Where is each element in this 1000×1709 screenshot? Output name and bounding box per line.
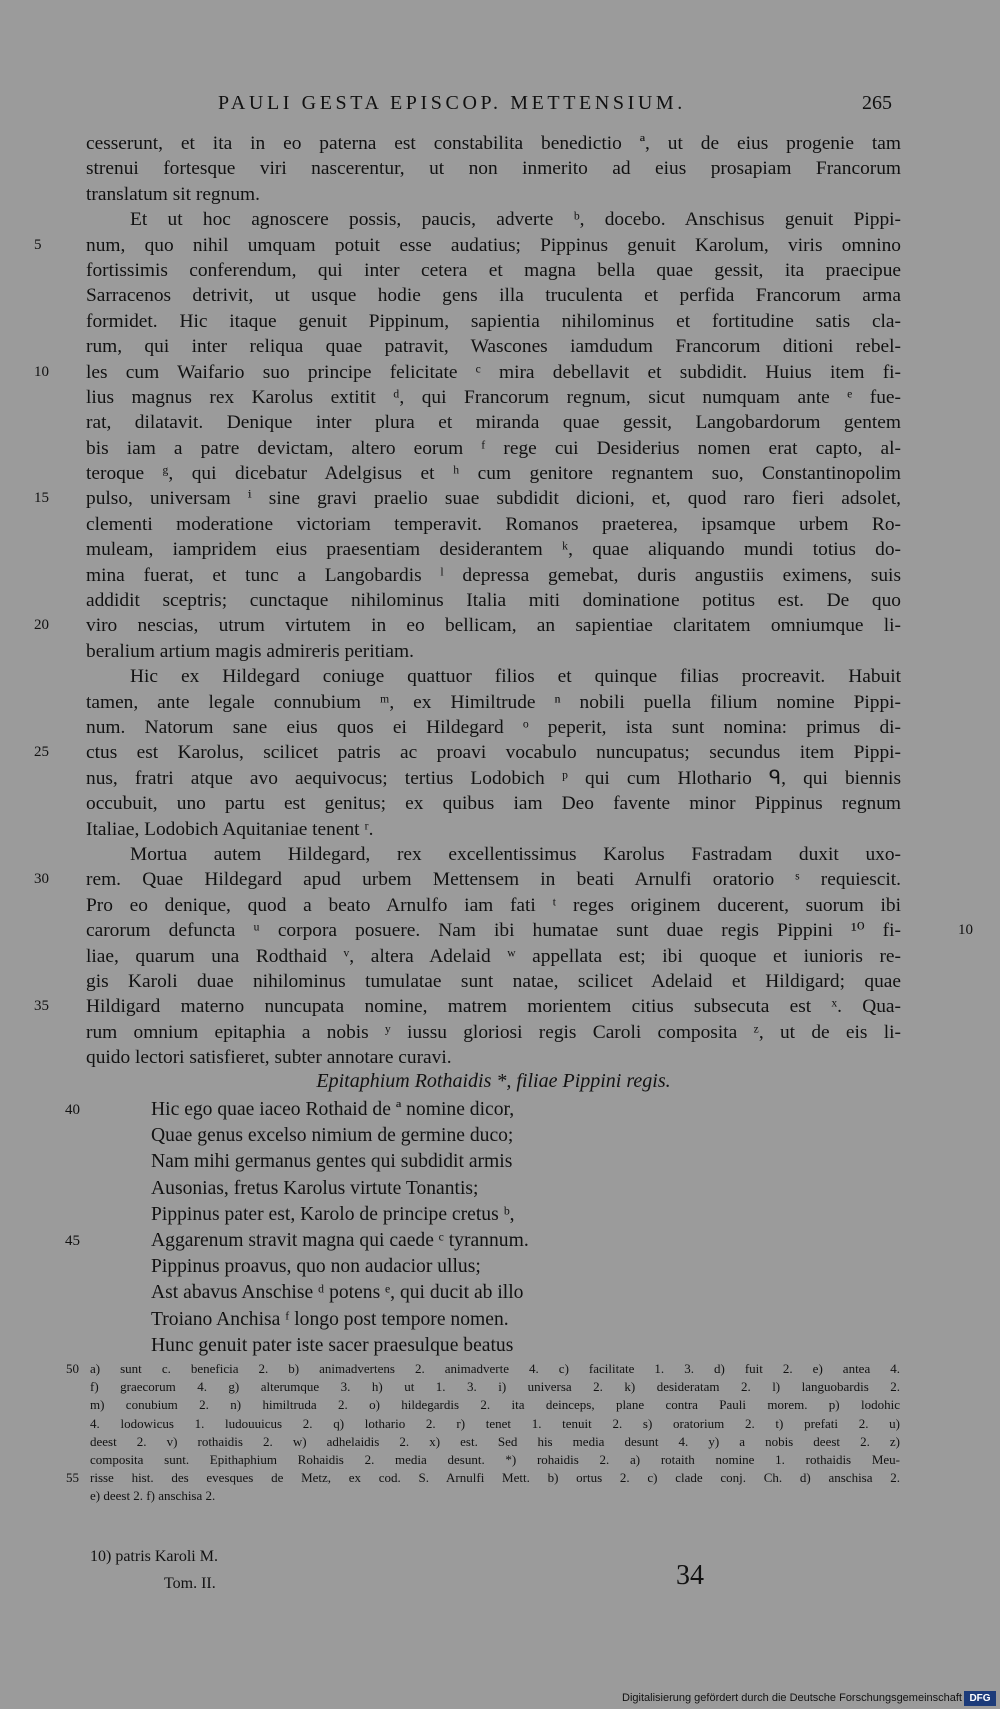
body-line-text: rem. Quae Hildegard apud urbem Mettensem in beati Arnulfi oratorio ˢ requiescit. [86, 869, 901, 891]
footnotes [66, 1360, 900, 1506]
poem-line [151, 1280, 801, 1306]
body-line-text: Sarracenos detrivit, ut usque hodie gens illa truculenta et perfida Francorum arma [86, 285, 901, 307]
body-line [34, 740, 901, 765]
body-line [86, 258, 901, 283]
body-line [86, 893, 901, 918]
footnote-line-text: composita sunt. Epithaphium Rohaidis 2. media desunt. *) rohaidis 2. a) rotaith nomine 1. rothaidis Meu- [90, 1451, 900, 1467]
poem-line-text: Pippinus pater est, Karolo de principe cretus ᵇ, [151, 1203, 515, 1225]
body-line [34, 994, 901, 1019]
body-line [86, 156, 901, 181]
poem-line-text: Hic ego quae iaceo Rothaid de ª nomine dicor, [151, 1099, 515, 1120]
body-line [86, 309, 901, 334]
body-line-text: rum, qui inter reliqua quae patravit, Wascones iamdudum Francorum ditioni rebel- [86, 336, 901, 358]
body-line-text: fortissimis conferendum, qui inter cetera et magna bella quae gessit, ita praecipue [86, 259, 901, 281]
body-line-text: tamen, ante legale connubium ᵐ, ex Himiltrude ⁿ nobili puella filium nomine Pippi- [86, 691, 901, 713]
body-line-text: rum omnium epitaphia a nobis ʸ iussu gloriosi regis Caroli composita ᶻ, ut de eis li- [86, 1021, 901, 1043]
body-line [34, 233, 901, 258]
running-title: PAULI GESTA EPISCOP. METTENSIUM. [218, 92, 686, 114]
body-line [86, 588, 901, 613]
body-line-text: strenui fortesque viri nascerentur, ut non inmerito ad eius prosapiam Francorum [86, 158, 901, 180]
body-line-text: mina fuerat, et tunc a Langobardis ˡ depressa gemebat, duris angustiis eximens, suis [86, 564, 901, 586]
body-line-text: Italiae, Lodobich Aquitaniae tenent ʳ. [86, 818, 374, 840]
poem-line-text: Pippinus proavus, quo non audacior ullus; [151, 1256, 481, 1278]
body-line [86, 131, 901, 156]
body-line [86, 918, 973, 943]
poem-line-text: Nam mihi germanus gentes qui subdidit armis [151, 1151, 513, 1173]
body-line [34, 613, 901, 638]
body-line [86, 639, 901, 664]
poem-line-text: Ast abavus Anschise ᵈ potens ᵉ, qui ducit ab illo [151, 1282, 524, 1304]
body-line-text: nus, fratri atque avo aequivocus; tertius Lodobich ᵖ qui cum Hlothario ᑫ, qui biennis [86, 767, 901, 789]
body-line-text: muleam, iampridem eius praesentiam desiderantem ᵏ, quae aliquando mundi totius do- [86, 539, 901, 561]
body-line-text: les cum Waifario suo principe felicitate ᶜ mira debellavit et subdidit. Huius item fi- [86, 361, 901, 383]
line-number: 35 [34, 998, 49, 1015]
body-line [86, 690, 901, 715]
body-line-text: carorum defuncta ᵘ corpora posuere. Nam ibi humatae sunt duae regis Pippini ¹⁰ fi- [86, 920, 901, 942]
footnote-line [90, 1433, 900, 1451]
footnote-line [90, 1487, 900, 1505]
body-line-text: num, quo nihil umquam potuit esse audatius; Pippinus genuit Karolum, viris omnino [86, 234, 901, 256]
footnote-line-text: a) sunt c. beneficia 2. b) animadvertens 2. animadverte 4. c) facilitate 1. 3. d) fuit 2. e) antea 4. [90, 1361, 900, 1376]
body-line-text: beralium artium magis admireris peritiam. [86, 640, 414, 662]
poem-line [151, 1123, 801, 1149]
line-number: 25 [34, 744, 49, 761]
body-line-text: pulso, universam ⁱ sine gravi praelio suae subdidit dicioni, et, quod raro fieri adsolet, [86, 488, 901, 510]
dfg-footer [0, 1690, 1000, 1709]
body-line-text: cesserunt, et ita in eo paterna est constabilita benedictio ª, ut de eius progenie tam [86, 133, 901, 154]
line-number: 50 [66, 1361, 79, 1376]
poem-line-text: Ausonias, fretus Karolus virtute Tonantis; [151, 1177, 479, 1199]
poem-line [151, 1307, 801, 1333]
poem [65, 1097, 801, 1359]
dfg-logo-icon: DFG [964, 1691, 996, 1706]
poem-line [151, 1176, 801, 1202]
body-line-text: quido lectori satisfieret, subter annotare curavi. [86, 1047, 452, 1069]
footnote-line [90, 1378, 900, 1396]
body-line-text: rat, dilatavit. Denique inter plura et miranda quae gessit, Langobardorum gentem [86, 412, 901, 434]
body-line [86, 842, 901, 867]
poem-line-text: Hunc genuit pater iste sacer praesulque beatus [151, 1334, 514, 1356]
poem-line [151, 1254, 801, 1280]
body-line [86, 1020, 901, 1045]
body-line [86, 334, 901, 359]
line-number: 20 [34, 617, 49, 634]
body-line-text: num. Natorum sane eius quos ei Hildegard ᵒ peperit, ista sunt nomina: primus di- [86, 716, 901, 738]
body-line-text: ctus est Karolus, scilicet patris ac proavi vocabulo nuncupatus; secundus item Pippi- [86, 742, 901, 764]
footnote-line-text: e) deest 2. f) anschisa 2. [90, 1488, 216, 1504]
body-line [86, 715, 901, 740]
line-number: 15 [34, 490, 49, 507]
body-line [86, 385, 901, 410]
poem-line-text: Aggarenum stravit magna qui caede ᶜ tyrannum. [151, 1229, 529, 1251]
body-line-text: bis iam a patre devictam, altero eorum ᶠ rege cui Desiderius nomen erat capto, al- [86, 437, 901, 459]
body-line-text: occubuit, uno partu est genitus; ex quibus iam Deo favente minor Pippinus regnum [86, 793, 901, 815]
body-line-text: Mortua autem Hildegard, rex excellentissimus Karolus Fastradam duxit uxo- [130, 843, 901, 865]
poem-line [65, 1097, 801, 1123]
body-line-text: viro nescias, utrum virtutem in eo bellicam, an sapientiae claritatem omniumque li- [86, 615, 901, 637]
body-line-text: lius magnus rex Karolus extitit ᵈ, qui Francorum regnum, sicut numquam ante ᵉ fue- [86, 386, 901, 408]
body-line [86, 664, 901, 689]
body-text [34, 131, 973, 1070]
poem-line [151, 1202, 801, 1228]
footnote-line-text: m) conubium 2. n) himiltruda 2. o) hildegardis 2. ita deinceps, plane contra Pauli morem. p) lodohic [90, 1397, 900, 1413]
body-line [86, 436, 901, 461]
body-line-text: teroque ᵍ, qui dicebatur Adelgisus et ʰ cum genitore regnantem suo, Constantinopolim [86, 463, 901, 485]
footnote-line-text: deest 2. v) rothaidis 2. w) adhelaidis 2. x) est. Sed his media desunt 4. y) a nobis deest 2. z) [90, 1433, 900, 1449]
body-line-text: translatum sit regnum. [86, 183, 260, 205]
body-line [86, 1045, 901, 1070]
line-number: 30 [34, 871, 49, 888]
body-line [86, 817, 901, 842]
body-line [86, 944, 901, 969]
line-number: 5 [34, 236, 42, 253]
poem-line-text: Quae genus excelso nimium de germine duco; [151, 1125, 514, 1147]
volume-label: Tom. II. [164, 1575, 216, 1592]
footnote-line [90, 1451, 900, 1469]
footnote-line [90, 1415, 900, 1433]
body-line-text: liae, quarum una Rodthaid ᵛ, altera Adelaid ʷ appellata est; ibi quoque et iunioris re- [86, 945, 901, 967]
line-number: 10 [34, 363, 49, 380]
body-line [86, 537, 901, 562]
body-line [86, 410, 901, 435]
line-number: 55 [66, 1470, 79, 1486]
body-line [86, 512, 901, 537]
body-line [86, 461, 901, 486]
body-line-text: Et ut hoc agnoscere possis, paucis, adverte ᵇ, docebo. Anschisus genuit Pippi- [130, 209, 901, 231]
footnote-line [66, 1360, 900, 1378]
body-line [86, 791, 901, 816]
body-line [86, 969, 901, 994]
body-line-text: Hildigard materno nuncupata nomine, matrem morientem citius subsecuta est ˣ. Qua- [86, 996, 901, 1018]
poem-line [65, 1228, 801, 1254]
signature-mark: 34 [676, 1560, 704, 1591]
epitaph-title: Epitaphium Rothaidis *, filiae Pippini regis. [316, 1070, 671, 1092]
footnote-line-text: risse hist. des evesques de Metz, ex cod. S. Arnulfi Mett. b) ortus 2. c) clade conj. Ch. d) anschisa 2. [90, 1470, 900, 1486]
page-header [0, 92, 1000, 118]
footnote-line [66, 1469, 900, 1487]
body-line-text: addidit sceptris; cunctaque nihilominus Italia miti dominatione potitus est. De quo [86, 590, 901, 612]
body-line-text: gis Karoli duae nihilominus tumulatae sunt natae, scilicet Adelaid et Hildigard; quae [86, 970, 901, 992]
poem-line-text: Troiano Anchisa ᶠ longo post tempore nomen. [151, 1308, 509, 1330]
footnote-line-text: f) graecorum 4. g) alterumque 3. h) ut 1. 3. i) universa 2. k) desideratam 2. l) languobardis 2. [90, 1379, 900, 1395]
line-number: 40 [65, 1102, 80, 1118]
line-number: 45 [65, 1232, 80, 1249]
body-line [34, 360, 901, 385]
body-line-text: Hic ex Hildegard coniuge quattuor filios et quinque filias procreavit. Habuit [130, 666, 901, 688]
marginal-note-10: 10) patris Karoli M. [90, 1548, 218, 1565]
dfg-credit: Digitalisierung gefördert durch die Deutsche Forschungsgemeinschaft [622, 1692, 962, 1704]
body-line [86, 182, 901, 207]
body-line [34, 486, 901, 511]
footnote-line [90, 1396, 900, 1414]
body-line-text: Pro eo denique, quod a beato Arnulfo iam fati ᵗ reges originem ducerent, suorum ibi [86, 894, 901, 916]
body-line-text: clementi moderatione victoriam temperavit. Romanos praeterea, ipsamque urbem Ro- [86, 513, 901, 535]
footnote-line-text: 4. lodowicus 1. ludouuicus 2. q) lothario 2. r) tenet 1. tenuit 2. s) oratorium 2. t) prefati 2. u) [90, 1415, 900, 1431]
right-margin-number: 10 [958, 922, 973, 939]
page-number: 265 [862, 92, 892, 114]
poem-line [151, 1149, 801, 1175]
body-line [86, 563, 901, 588]
body-line-text: formidet. Hic itaque genuit Pippinum, sapientia nihilominus et fortitudine satis cla- [86, 310, 901, 332]
body-line [34, 867, 901, 892]
body-line [86, 283, 901, 308]
body-line [86, 766, 901, 791]
body-line [86, 207, 901, 232]
poem-line [151, 1333, 801, 1359]
